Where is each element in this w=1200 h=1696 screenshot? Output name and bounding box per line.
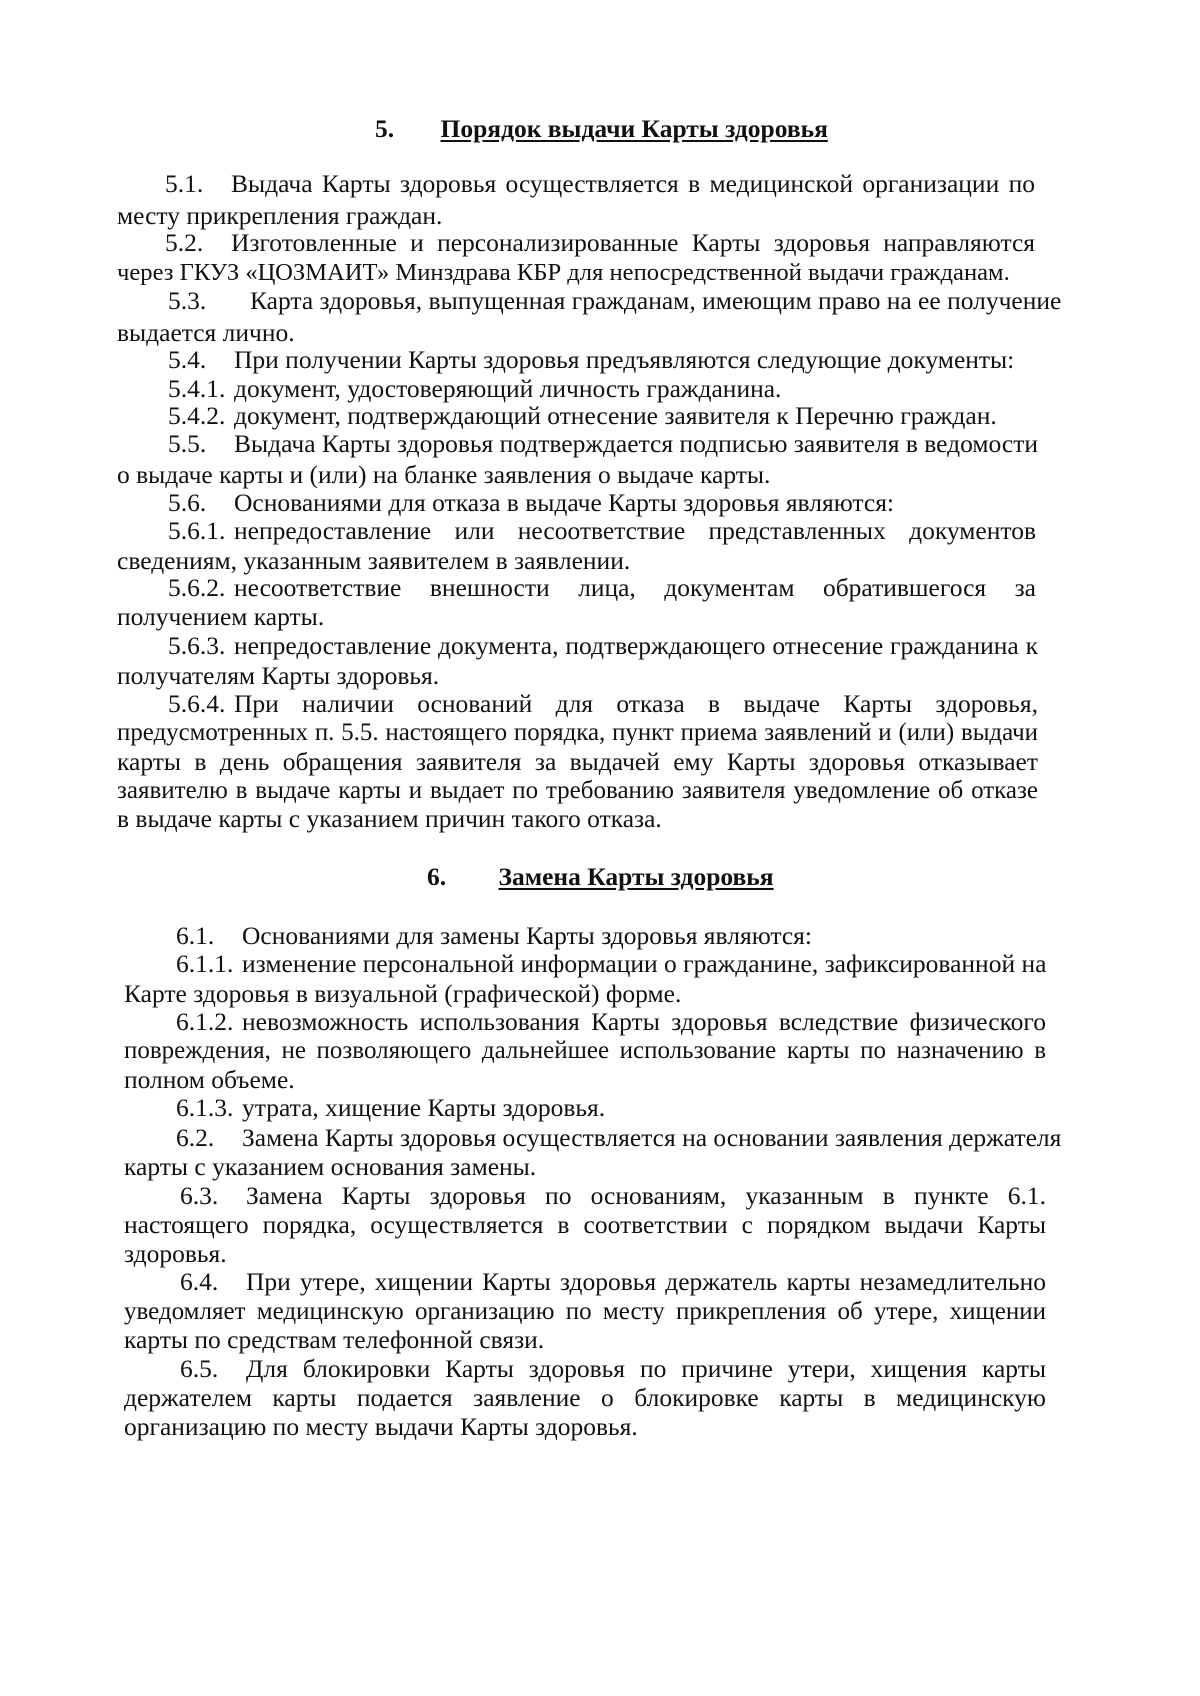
- section-6-heading: [427, 861, 774, 893]
- paragraph-6-1-1-line-2: Карте здоровья в визуальной (графической) форме.: [124, 979, 682, 1008]
- paragraph-6-3-line-2: настоящего порядка, осуществляется в соответствии с порядком выдачи Карты: [124, 1210, 1046, 1239]
- paragraph-6-1-2-line-1: 6.1.2. невозможность использования Карты здоровья вследствие физического: [176, 1007, 1046, 1036]
- paragraph-6-4-line-1: 6.4. При утере, хищении Карты здоровья держатель карты незамедлительно: [180, 1267, 1046, 1296]
- section-5-title: Порядок выдачи Карты здоровья: [440, 114, 828, 143]
- paragraph-5-5-line-2: о выдаче карты и (или) на бланке заявления о выдаче карты.: [117, 460, 771, 489]
- paragraph-6-3-line-1: 6.3. Замена Карты здоровья по основаниям, указанным в пункте 6.1.: [180, 1181, 1046, 1210]
- paragraph-5-6-4-line-1: 5.6.4. При наличии оснований для отказа в выдаче Карты здоровья,: [168, 689, 1038, 718]
- paragraph-5-3-line-2: выдается лично.: [117, 318, 295, 347]
- paragraph-6-1-2-line-2: повреждения, не позволяющего дальнейшее использование карты по назначению в: [124, 1037, 1046, 1064]
- paragraph-6-3-line-3: здоровья.: [124, 1239, 227, 1268]
- section-5-heading: [375, 113, 828, 145]
- paragraph-5-6: 5.6. Основаниями для отказа в выдаче Карты здоровья являются:: [168, 488, 895, 517]
- paragraph-6-4-line-3: карты по средствам телефонной связи.: [124, 1325, 545, 1354]
- section-6-title: Замена Карты здоровья: [498, 862, 774, 891]
- paragraph-5-6-3-line-1: 5.6.3. непредоставление документа, подтверждающего отнесение гражданина к: [168, 631, 1038, 660]
- paragraph-6-1-1-line-1: 6.1.1. изменение персональной информации о гражданине, зафиксированной на: [176, 949, 1047, 978]
- paragraph-5-6-1-line-1: 5.6.1. непредоставление или несоответствие представленных документов: [168, 516, 1036, 545]
- paragraph-6-1-2-line-3: полном объеме.: [124, 1065, 295, 1094]
- paragraph-5-1-line-1: 5.1. Выдача Карты здоровья осуществляется в медицинской организации по: [165, 169, 1035, 198]
- paragraph-5-5-line-1: 5.5. Выдача Карты здоровья подтверждается подписью заявителя в ведомости: [168, 429, 1038, 458]
- paragraph-5-6-4-line-4: заявителю в выдаче карты и выдает по требованию заявителя уведомление об отказе: [117, 777, 1038, 804]
- paragraph-5-3-line-1: 5.3. Карта здоровья, выпущенная гражданам, имеющим право на ее получение: [168, 286, 1062, 315]
- paragraph-5-1-line-2: месту прикрепления граждан.: [117, 201, 443, 230]
- paragraph-5-6-4-line-2: предусмотренных п. 5.5. настоящего порядка, пункт приема заявлений и (или) выдачи: [117, 719, 1038, 746]
- paragraph-5-6-2-line-1: 5.6.2. несоответствие внешности лица, документам обратившегося за: [168, 573, 1036, 602]
- paragraph-6-2-line-2: карты с указанием основания замены.: [124, 1152, 537, 1181]
- section-5-number: 5.: [375, 114, 395, 143]
- paragraph-5-2-line-1: 5.2. Изготовленные и персонализированные Карты здоровья направляются: [165, 228, 1035, 257]
- paragraph-6-4-line-2: уведомляет медицинскую организацию по месту прикрепления об утере, хищении: [124, 1298, 1046, 1325]
- paragraph-5-6-4-line-5: в выдаче карты с указанием причин такого отказа.: [117, 804, 662, 833]
- paragraph-5-4-2: 5.4.2. документ, подтверждающий отнесение заявителя к Перечню граждан.: [168, 401, 997, 430]
- paragraph-6-5-line-3: организацию по месту выдачи Карты здоровья.: [124, 1412, 638, 1441]
- paragraph-6-1-3: 6.1.3. утрата, хищение Карты здоровья.: [176, 1093, 606, 1122]
- paragraph-5-6-1-line-2: сведениям, указанным заявителем в заявлении.: [117, 546, 631, 575]
- paragraph-6-5-line-2: держателем карты подается заявление о блокировке карты в медицинскую: [124, 1383, 1046, 1412]
- paragraph-6-2-line-1: 6.2. Замена Карты здоровья осуществляется на основании заявления держателя: [176, 1123, 1062, 1152]
- section-6-number: 6.: [427, 862, 447, 891]
- paragraph-5-4: 5.4. При получении Карты здоровья предъявляются следующие документы:: [168, 345, 1015, 374]
- paragraph-6-1: 6.1. Основаниями для замены Карты здоровья являются:: [176, 921, 812, 950]
- paragraph-5-6-3-line-2: получателям Карты здоровья.: [117, 661, 440, 690]
- paragraph-6-5-line-1: 6.5. Для блокировки Карты здоровья по причине утери, хищения карты: [180, 1354, 1046, 1383]
- paragraph-5-4-1: 5.4.1. документ, удостоверяющий личность гражданина.: [168, 374, 782, 403]
- paragraph-5-6-4-line-3: карты в день обращения заявителя за выдачей ему Карты здоровья отказывает: [117, 747, 1038, 776]
- paragraph-5-2-line-2: через ГКУЗ «ЦОЗМАИТ» Минздрава КБР для непосредственной выдачи гражданам.: [117, 259, 1010, 286]
- paragraph-5-6-2-line-2: получением карты.: [117, 602, 325, 631]
